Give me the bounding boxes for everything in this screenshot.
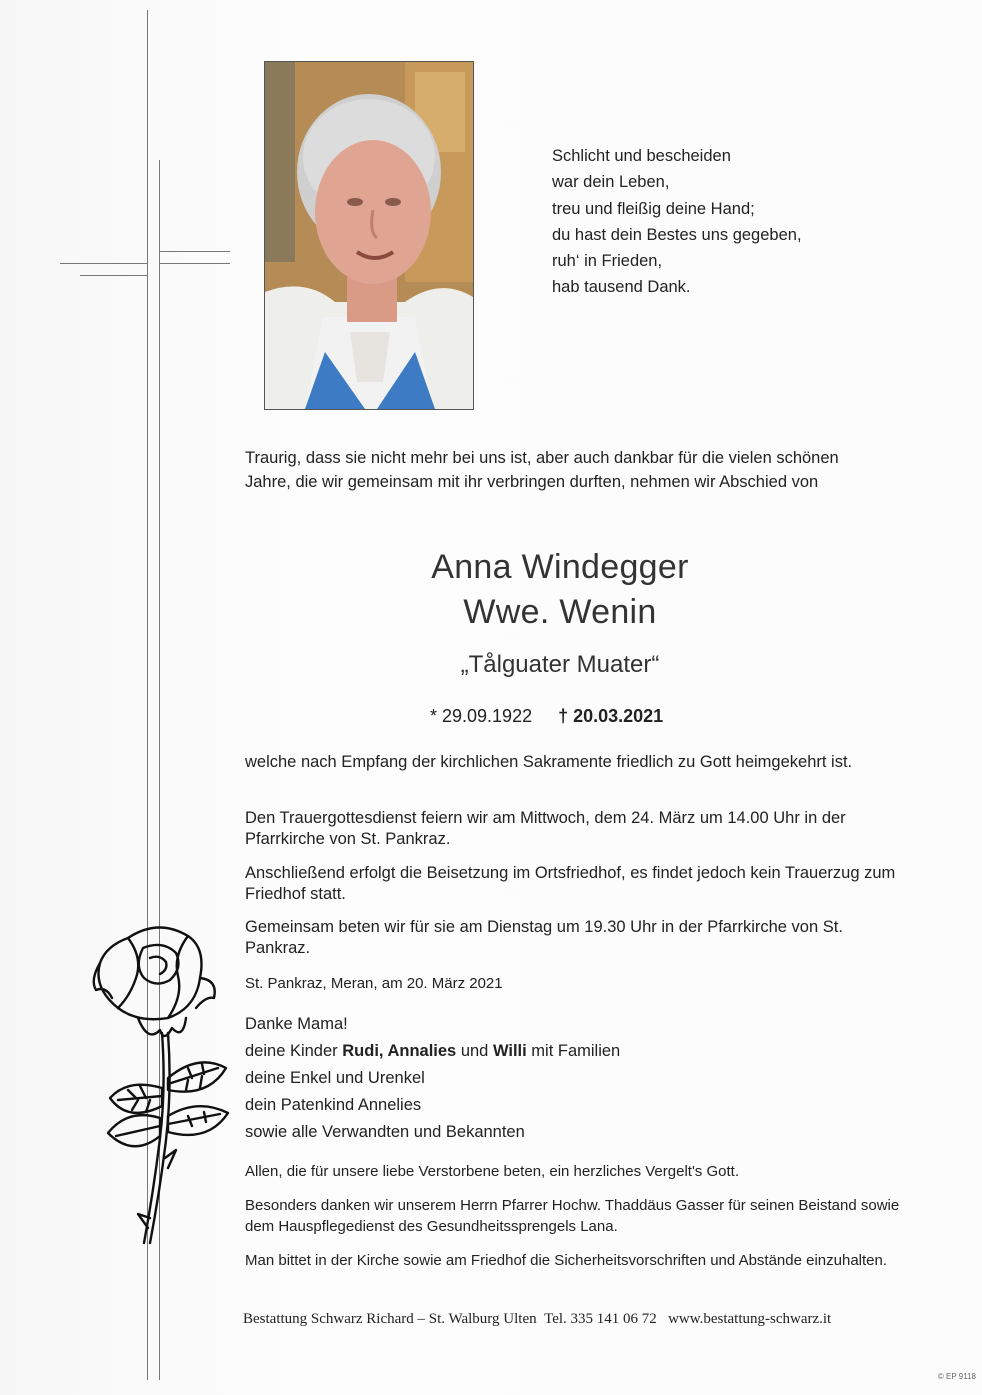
children-line: deine Kinder Rudi, Annalies und Willi mit Familien <box>245 1042 621 1060</box>
footer-company: Bestattung Schwarz Richard – St. Walburg Ulten <box>243 1311 537 1327</box>
poem-line: treu und fleißig deine Hand; <box>552 199 755 218</box>
footer <box>243 1311 831 1328</box>
cross-horizontal-line <box>80 275 148 276</box>
godchild-line: dein Patenkind Annelies <box>245 1096 422 1114</box>
deceased-name: Anna Windegger <box>431 548 689 586</box>
poem-line: war dein Leben, <box>552 173 670 192</box>
rose-icon <box>88 918 248 1253</box>
footer-website: www.bestattung-schwarz.it <box>668 1311 832 1327</box>
sacraments-text: welche nach Empfang der kirchlichen Sakramente friedlich zu Gott heimgekehrt ist. <box>245 753 853 771</box>
safety-text: Man bittet in der Kirche sowie am Friedhof die Sicherheitsvorschriften und Abstände einzuhalten. <box>245 1252 888 1269</box>
place-date: St. Pankraz, Meran, am 20. März 2021 <box>245 975 503 992</box>
poem <box>552 143 802 301</box>
special-thanks-text: Besonders danken wir unserem Herrn Pfarrer Hochw. Thaddäus Gasser für seinen Beistand sowie dem Hauspflegedienst des Gesundheitssprengels Lana. <box>245 1197 900 1235</box>
prayer-text: Gemeinsam beten wir für sie am Dienstag um 19.30 Uhr in der Pfarrkirche von St. Pankraz. <box>245 918 843 957</box>
portrait-photo <box>264 61 474 410</box>
poem-line: Schlicht und bescheiden <box>552 147 731 165</box>
relatives-line: sowie alle Verwandten und Bekannten <box>245 1123 525 1141</box>
life-dates <box>430 706 663 727</box>
family-list <box>245 1011 620 1146</box>
poem-line: hab tausend Dank. <box>552 278 691 297</box>
poem-line: ruh‘ in Frieden, <box>552 252 663 271</box>
deceased-nickname: „Tålguater Muater“ <box>460 651 660 678</box>
birth-date: * 29.09.1922 <box>430 706 533 726</box>
poem-line: du hast dein Bestes uns gegeben, <box>552 225 802 244</box>
cross-horizontal-line <box>60 263 148 264</box>
burial-text: Anschließend erfolgt die Beisetzung im Ortsfriedhof, es findet jedoch kein Trauerzug zum Friedhof statt. <box>245 864 896 903</box>
grandchildren-line: deine Enkel und Urenkel <box>245 1069 425 1087</box>
death-date: † 20.03.2021 <box>558 706 664 726</box>
deceased-name-line2: Wwe. Wenin <box>463 593 657 631</box>
thanks-line: Danke Mama! <box>245 1015 348 1033</box>
footer-phone: Tel. 335 141 06 72 <box>544 1311 657 1327</box>
funeral-text: Den Trauergottesdienst feiern wir am Mittwoch, dem 24. März um 14.00 Uhr in der Pfarrkirche von St. Pankraz. <box>245 809 846 848</box>
intro-text: Traurig, dass sie nicht mehr bei uns ist, aber auch dankbar für die vielen schönen Jahre, die wir gemeinsam mit ihr verbringen durften, nehmen wir Abschied von <box>245 449 839 491</box>
cross-horizontal-line <box>160 263 230 264</box>
print-code: © EP 9118 <box>937 1372 976 1381</box>
cross-horizontal-line <box>160 251 230 252</box>
vergelts-gott-text: Allen, die für unsere liebe Verstorbene beten, ein herzliches Vergelt's Gott. <box>245 1163 739 1180</box>
